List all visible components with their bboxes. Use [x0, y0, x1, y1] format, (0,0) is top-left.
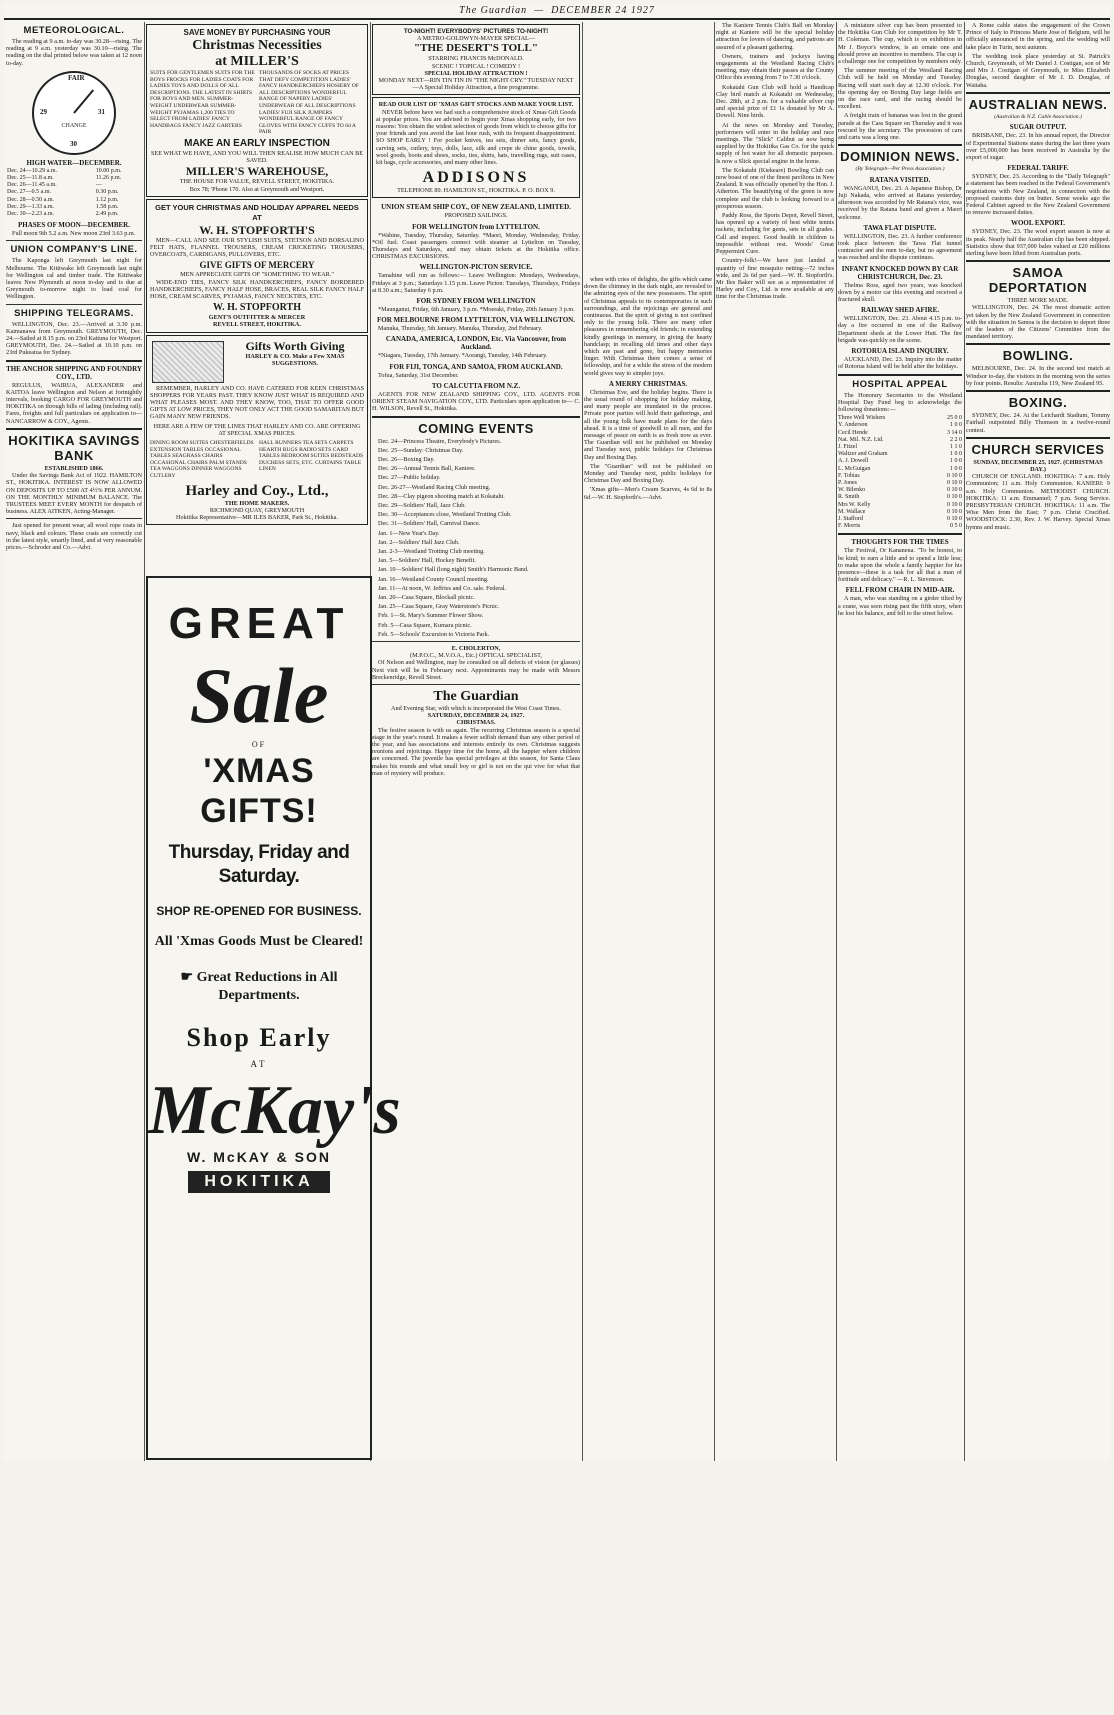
harley-header	[150, 339, 364, 385]
tide-cell: 0.30 p.m.	[95, 189, 119, 196]
millers-list-right: THOUSANDS OF SOCKS AT PRICES THAT DEFY COMPETITION LADIES' FANCY HANDKERCHIEFS HOSIERY OF ALL DESCRIPTIONS WONDERFUL RANGE OF NAPERY LADIES' UNDERWEAR OF ALL DESCRIPTIONS LADIES' FUJI SILK JUMPERS WONDERFUL RANGE OF FANCY GLOVES WITH FANCY CUFFS TO 6d A PAIR	[259, 70, 360, 136]
donor-amount: 2 2 0	[950, 436, 962, 443]
canada-heading: CANADA, AMERICA, LONDON, Etc. Via Vancouver, from Auckland.	[385, 335, 567, 352]
melbourne-text: Manuka, Thursday, 5th January. Manuka, Thursday, 2nd February.	[378, 325, 543, 333]
column-rule	[836, 22, 837, 1461]
hospital-appeal-heading: HOSPITAL APPEAL	[852, 378, 948, 390]
tide-heading: HIGH WATER—DECEMBER.	[26, 158, 122, 167]
divider	[966, 343, 1110, 345]
local-news: The summer meeting of the Westland Racing Club will be held on Monday and Tuesday. Racing will start each day at 12.30 o'clock. For the opening day on Boxing Day large fields are on the race card, and the racing should be excellent.	[838, 67, 962, 111]
event-item: Dec. 26-27—Westland Racing Club meeting.	[378, 483, 491, 491]
millers-advert	[146, 24, 368, 197]
dial-label-30: 30	[70, 139, 77, 148]
tide-cell: Dec. 26—11.45 a.m.	[7, 182, 57, 189]
column-3	[372, 22, 580, 1461]
event-item: Dec. 26—Boxing Day.	[378, 455, 435, 463]
church-text: CHURCH OF ENGLAND. HOKITIKA: 7 a.m. Holy Communion; 11 a.m. Holy Communion. KANIERI: 9 a.m. Holy Communion. METHODIST CHURCH. HOKITIKA: 11 a.m. Emmanuel; 7 p.m. Song Service. PRESBYTERIAN CHURCH. HOKITIKA: 11 a.m. The Wise Men from the East; 7 p.m. Christ Crucified. WOODSTOCK: 2.30, Rev. J. W. Harvey. Special Xmas hymns and music.	[966, 473, 1110, 531]
hospital-appeal-text: The Honorary Secretaries to the Westland Hospital Day Fund beg to acknowledge the following donations:—	[838, 391, 962, 413]
tide-cell: 10.00 p.m.	[95, 167, 122, 174]
donor-name: W. Bilenko	[838, 487, 866, 494]
ad-mckays-logo: McKay's	[148, 1072, 401, 1149]
stopforth-note: 'Xmas gifts—Men's Cream Scarves, 4s 6d to 8s 6d.—W. H. Stopforth's.—Advt.	[584, 486, 712, 501]
meteorological-heading: METEOROLOGICAL.	[23, 25, 125, 36]
addisons-head: READ OUR LIST OF 'XMAS GIFT STOCKS AND MAKE YOUR LIST.	[378, 101, 574, 109]
tide-row	[6, 197, 142, 204]
column-6	[838, 22, 962, 1461]
addisons-advert	[372, 97, 580, 198]
stopforth-advert	[146, 199, 368, 333]
event-item: Feb. 5—Schools' Excursion to Victoria Park.	[378, 630, 490, 638]
pointing-hand-icon: ☛	[180, 970, 197, 985]
donor-amount: 0 10 0	[947, 487, 962, 494]
masthead-title: The Guardian	[459, 5, 528, 16]
dial-label-29: 29	[40, 107, 47, 116]
millers-lists	[150, 70, 364, 136]
news-text: SYDNEY, Dec. 23. According to the "Daily Telegraph" a statement has been reached in the Federal Government's negotiations with New Zealand, in connection with the proposed customs duty on butter. Some weeks ago the Federal Cabinet agreed to the New Zealand Government to remove increased duties.	[966, 173, 1110, 217]
news-heading: RATANA VISITED.	[869, 175, 931, 184]
dial-label-31: 31	[98, 107, 105, 116]
melbourne-heading: FOR MELBOURNE FROM LYTTELTON, VIA WELLINGTON.	[377, 316, 575, 325]
wlg-text: *Wahine, Tuesday, Thursday, Saturday. *Maori, Monday, Wednesday, Friday. *Oil fuel. Coast passengers connect with steamer at Lyttelton on Tuesday, Thursdays and Saturdays, and may obtain tickets at the Hokitika office. CHRISTMAS EXCURSIONS.	[372, 231, 580, 261]
donor-row	[838, 494, 962, 501]
donor-name: L. McGuigan	[838, 465, 871, 472]
donor-row	[838, 523, 962, 530]
column-rule	[582, 22, 583, 1461]
donor-row	[838, 458, 962, 465]
guardian-sub: And Evening Star, with which is incorporated the West Coast Times.	[391, 704, 561, 712]
holiday-line: SPECIAL HOLIDAY ATTRACTION !	[424, 69, 528, 77]
ad-sale: Sale	[189, 652, 329, 739]
gifts-list-right: HALL RUNNERS TEA SETS CARPETS HEARTH RUGS RADIO SETS CARD TABLES BEDROOM SUITES BEDSTEADS DUCHESS SETS, ETC. CURTAINS TABLE LINEN	[259, 440, 364, 473]
tide-row	[6, 204, 142, 211]
tide-cell: 2.49 p.m.	[95, 211, 119, 218]
col3-split	[372, 200, 580, 779]
column-rule	[964, 22, 965, 1461]
dominion-news-heading: DOMINION NEWS.	[840, 149, 960, 165]
donor-amount: 0 10 0	[947, 494, 962, 501]
addisons-text: NEVER before have we had such a comprehensive stock of Xmas Gift Goods at popular prices. You are advised to begin your Xmas shopping early, for two reasons: You obtain the widest selection of goods from which to choose gifts for your friends and you avoid the last hour rush, with its frequent disappointment. SO SHOP EARLY ! For pocket knives, tea sets, dinner sets, fancy goods, carving sets, cutlery, toys, dolls, lace, silk and crepe de chine goods, towels, wool goods, boots and shoes, socks, ties, shirts, hats, travelling rugs, suit cases, kit bags, cycle accessories, and many other lines.	[376, 108, 576, 167]
divider	[372, 684, 580, 685]
divider	[838, 533, 962, 535]
local-news: A freight train of bananas was lost in the grand parade at the Cass Square on Thursday and it was rescued by the secretary. The procession of cars and carts was a long one.	[838, 112, 962, 142]
news-text: WANGANUI, Dec. 23. A Japanese Bishop, Dr Juji Nakada, who arrived at Ratana yesterday, afternoon was accorded by Mr Ratana's vice, was received by the Ratana band and given a Maori welcome.	[838, 184, 962, 221]
donor-row	[838, 516, 962, 523]
wlg-heading: FOR WELLINGTON from LYTTELTON.	[412, 222, 540, 231]
film-title: "THE DESERT'S TOLL"	[414, 42, 538, 55]
local-news: The wedding took place yesterday at St. Patrick's Church, Greymouth, of Mr Daniel J. Costigan, son of Mr and Mrs J. Costigan of Greymouth, to Miss Elizabeth Douglas, second daughter of Mr J. D. Douglas, of Waitaha.	[966, 52, 1110, 89]
event-item: Dec. 25—Sunday: Christmas Day.	[378, 446, 464, 454]
tide-cell: 1.58 p.m.	[95, 203, 119, 210]
donor-name: R. Smith	[838, 494, 860, 501]
tide-row	[6, 168, 142, 175]
bank-text: Under the Savings Bank Act of 1922. HAMILTON ST., HOKITIKA. INTEREST IS NOW ALLOWED ON DEPOSITS UP TO £500 AT 4½% PER ANNUM. ON THE MONTHLY MINIMUM BALANCE. The TRUSTEES MEET EVERY MONTH for despatch of business. ALEX AITKEN, Acting-Manager.	[6, 472, 142, 516]
christmas-title: CHRISTMAS.	[456, 719, 496, 727]
local-news: The Kaniere Tennis Club's Ball on Monday night at Kaniere will be the special holiday attraction for lovers of dancing, and patrons are assured of a pleasant gathering.	[716, 22, 834, 51]
donor-amount: 0 5 0	[950, 523, 962, 530]
harley-header-text	[226, 339, 364, 385]
fiji-text: Tofua, Saturday, 31st December.	[378, 371, 459, 379]
donor-amount: 1 0 0	[950, 451, 962, 458]
samoa-heading: SAMOA DEPORTATION	[988, 265, 1088, 296]
event-item: Dec. 30—Acceptances close, Westland Trotting Club.	[378, 511, 512, 519]
gifts-title: Gifts Worth Giving	[245, 338, 345, 353]
divider	[966, 437, 1110, 439]
thoughts-text: The Festival, Or Kananena. "To be honest, to be kind; to earn a little and to spend a little less; to make upon the whole a family happier for his presence—these is a task for all that a man of fortitude and delicacy." —R. L. Stevenson.	[838, 547, 962, 584]
sydney-heading: FOR SYDNEY FROM WELLINGTON	[416, 297, 536, 306]
donor-name: Mrs W. Kelly	[838, 501, 871, 508]
tide-cell: Dec. 30—2.23 a.m.	[7, 211, 54, 218]
tide-cell: —	[95, 182, 102, 189]
news-text: Thelma Ross, aged two years, was knocked down by a motor car this evening and received a fractured skull.	[838, 281, 962, 304]
millers-head-2: Christmas Necessities	[192, 38, 322, 53]
local-news: Country-folk!—We have just landed a quantity of fine mosquito netting—72 inches wide, and 2s 6d per yard.—W. H. Stopforth's. Mr Iles Baker will see as a representative of Harley and Coy., Ltd. is now available at any time for the Christmas trade.	[716, 257, 834, 301]
local-news: Kokatahi Gun Club will hold a Handicap Clay bird match at Kokatahi on Wednesday, Dec. 28th, at 2 p.m. for a valuable silver cup and special prize of £1 1s donated by Mr A. Dowell. Nine birds.	[716, 83, 834, 120]
donor-name: P. Jones	[838, 479, 858, 486]
donor-amount: 0 10 0	[947, 479, 962, 486]
divider	[6, 240, 142, 241]
event-item: Dec. 24—Princess Theatre, Everybody's Pictures.	[378, 437, 502, 445]
tide-cell: 11.26 p.m.	[95, 175, 122, 182]
tide-row	[6, 211, 142, 218]
bowling-heading: BOWLING.	[1002, 348, 1074, 364]
millers-inspect: MAKE AN EARLY INSPECTION	[184, 137, 330, 149]
film-star: STARRING FRANCIS McDONALD.	[428, 55, 524, 63]
donor-name: Waltzer and Graham	[838, 451, 888, 458]
news-text: SYDNEY, Dec. 23. The wool export season is now at its peak. Nearly half the Australian clip has been shipped. Statistics show that 937,000 bales valued at £20 millions sterling have been lifted from Australian ports.	[966, 228, 1110, 258]
event-item: Dec. 26—Annual Tennis Ball, Kaniere.	[378, 465, 476, 473]
local-news: A miniature silver cup has been presented to the Hokitika Gun Club for competition by Mr T. H. Coleman. The cup, which is on exhibition in Mr J. Boyce's window, is an ornate one and should prove an incentive to members. The cup is a challenge one for competition by members only.	[838, 22, 962, 66]
ad-shop-early: Shop Early	[186, 1023, 332, 1052]
boxing-text: SYDNEY, Dec. 24. At the Leichardt Stadium, Tommy Fairhall outpointed Billy Thomson in a twelve-round contest.	[966, 412, 1110, 434]
coming-events-heading: COMING EVENTS	[418, 420, 534, 436]
column-7	[966, 22, 1110, 1461]
donor-row	[838, 502, 962, 509]
bank-heading: HOKITIKA SAVINGS BANK	[8, 432, 140, 463]
fell-text: A man, who was standing on a girder tilted by a crane, was seen rising past the fifth story, when he lost his balance, and fell to the street below.	[838, 595, 962, 617]
divider	[6, 360, 142, 362]
stopforth-address: REVELL STREET, HOKITIKA.	[213, 321, 301, 329]
event-item: Dec. 29—Soldiers' Hall, Jazz Club.	[378, 501, 466, 509]
news-text: AUCKLAND, Dec. 23. Inquiry into the matter of Rotorua Island will be held after the holidays.	[838, 356, 962, 371]
news-heading: INFANT KNOCKED DOWN BY CAR CHRISTCHURCH, Dec. 23.	[841, 264, 959, 281]
event-item: Jan. 20—Casa Square, Blockall picnic.	[378, 593, 475, 601]
fell-heading: FELL FROM CHAIR IN MID-AIR.	[845, 586, 955, 595]
event-item: Jan. 1—New Year's Day.	[378, 529, 440, 537]
addisons-name: ADDISONS	[422, 169, 530, 187]
event-item: Feb. 5—Casa Square, Kumara picnic.	[378, 621, 472, 629]
local-news: At the news on Monday and Tuesday, performers will enter in the holiday and race meetings. The "Slick" Calibut as now being supplied by the Hokitika Gas Co. for the quick supply of hot water for all domestic purposes. Is now a Slick special engine in the home.	[716, 121, 834, 165]
masthead: The Guardian — DECEMBER 24 1927	[4, 4, 1110, 20]
ad-hokitika: HOKITIKA	[188, 1171, 329, 1193]
tide-cell: Dec. 29—1.33 a.m.	[7, 203, 54, 210]
event-item: Dec. 28—Clay pigeon shooting match at Kokatahi.	[378, 492, 505, 500]
millers-box: Box 78; 'Phone 170. Also at Greymouth and Westport.	[189, 185, 325, 193]
news-heading: ROTORUA ISLAND INQUIRY.	[851, 347, 949, 356]
optical-text: Of Nelson and Wellington, may be consulted on all defects of vision (or glasses) Next visit will be in February next. Appointments may be made with Messrs Breckenridge, Revell Street.	[372, 659, 580, 681]
event-item: Jan. 11—At noon, W. Jeffries and Co. sale. Federal.	[378, 584, 507, 592]
donor-name: Y. Anderson	[838, 422, 868, 429]
ad-great: GREAT	[168, 599, 350, 648]
event-item: Dec. 27—Public holiday.	[378, 474, 441, 482]
column-rule	[714, 22, 715, 1461]
donor-name: Nat. Mil. N.Z. Ltd.	[838, 436, 884, 443]
harley-rep: Hokitika Representative—MR ILES BAKER, Park St., Hokitika.	[176, 513, 338, 521]
gifts-here: HERE ARE A FEW OF THE LINES THAT HARLEY AND CO. ARE OFFERING AT SPECIAL XMAS PRICES.	[153, 422, 361, 437]
divider	[838, 144, 962, 146]
donor-row	[838, 444, 962, 451]
australian-news-heading: AUSTRALIAN NEWS.	[968, 96, 1108, 112]
ad-days: Thursday, Friday and Saturday.	[168, 842, 350, 887]
donor-row	[838, 422, 962, 429]
millers-address: THE HOUSE FOR VALUE, REVELL STREET, HOKITIKA.	[179, 178, 335, 186]
donor-row	[838, 466, 962, 473]
news-heading: TAWA FLAT DISPUTE.	[863, 223, 937, 232]
scenic-line: SCENIC ! TOPICAL ! COMEDY !	[431, 62, 521, 70]
column-4	[584, 276, 712, 1715]
divider	[6, 304, 142, 305]
guardian-date: SATURDAY, DECEMBER 24, 1927.	[427, 712, 525, 720]
moon-heading: PHASES OF MOON—DECEMBER.	[18, 221, 130, 230]
christmas-text: The festive season is with us again. The recurring Christmas season is a special stage in the year's round. It makes a fewer selfish demand than any other period of the year, and has associations and interests entirely its own. Christmas suggests reunions and rejoicings. Happy time for the home, all the happier where children are concerned. The juvenile has special privileges at this season, for Santa Claus makes his rounds and what small boy or girl is not on the qui vive for what that man of mystery will produce.	[372, 726, 580, 777]
tide-row	[6, 182, 142, 189]
ad-at: AT	[250, 1059, 268, 1069]
donor-name: A. J. Dowell	[838, 458, 869, 465]
bowling-text: MELBOURNE, Dec. 24. In the second test match at Windsor to-day, the visitors in the morning won the series by four points. Results: Australia 119, New Zealand 95.	[966, 365, 1110, 387]
coming-events-list	[372, 438, 580, 638]
local-news: A Rome cable states the engagement of the Crown Prince of Italy to Princess Marie Jose of Belgium, will be officially announced in the spring, and the wedding will take place in Turin, next autumn.	[966, 22, 1110, 51]
divider	[372, 416, 580, 418]
donor-amount: 3 14 0	[947, 429, 962, 436]
tide-cell: Dec. 25—11.8 a.m.	[7, 175, 54, 182]
tide-cell: Dec. 24—10.29 a.m.	[7, 167, 57, 174]
boxing-heading: BOXING.	[1008, 395, 1068, 411]
local-news: Paddy Ross, the Sports Depot, Revell Street, has opened up a variety of best white tennis rackets, including for gents, sets in all grades. Call and inspect. Good health in children is impossible without rest. Woods' Great Peppermint Cure.	[716, 212, 834, 256]
donor-amount: 0 10 0	[947, 472, 962, 479]
divider	[966, 260, 1110, 262]
news-text: WELLINGTON, Dec. 23. A further conference took place between the Tawa Flat tunnel contractor and the men to-day, but no agreement was reached and the dispute continues.	[838, 232, 962, 262]
ad-reductions	[148, 969, 370, 1005]
gifts-list-left: DINING ROOM SUITES CHESTERFIELDS EXTENSION TABLES OCCASIONAL TABLES SEAGRASS CHAIRS OCCASIONAL CHAIRS PALM STANDS TEA WAGGONS DINNER WAGGONS CUTLERY	[150, 440, 254, 479]
donor-amount: 0 10 0	[947, 501, 962, 508]
tide-row	[6, 189, 142, 196]
event-item: Jan. 25—Casa Square, Gray Waterstone's Picnic.	[378, 603, 500, 611]
news-text: BRISBANE, Dec. 23. In his annual report, the Director of Experimental Stations states during the last three years over £5,000,000 has been received in Australia by the export of sugar.	[966, 132, 1110, 162]
donor-amount: 1 0 0	[950, 422, 962, 429]
column-rule	[144, 22, 145, 1461]
donor-name: F. Tobias	[838, 472, 860, 479]
moon-text: Full moon 9th 5.2 a.m. New moon 23rd 3.63 p.m.	[12, 230, 136, 238]
tide-cell: Dec. 28—0.50 a.m.	[7, 196, 54, 203]
news-text: WELLINGTON, Dec. 23. About 4.15 p.m. to-day a fire occurred in one of the Railway Department sheds at the Lower Hutt. The fire brigade was quickly on the scene.	[838, 315, 962, 344]
dial-label-fair: FAIR	[68, 73, 85, 82]
monday-line: MONDAY NEXT—RIN TIN TIN IN "THE NIGHT CRY." TUESDAY NEXT—A Special Holiday Attraction, a fine programme.	[378, 77, 574, 92]
millers-head-3: at MILLER'S	[215, 54, 299, 69]
merry-christmas-text: Christmas Eve, and the holiday begins. There is the usual round of shopping for holiday making, and many people are inundated in the process. Private poor parties will hold their gatherings, and all the young folk have made plans for the days ahead. It is a time of goodwill to all men, and the message of peace on earth is as fresh now as ever. The Guardian will not be published on Monday and Tuesday next, public holidays for Christmas Day and Boxing Day.	[584, 388, 712, 461]
col3-left	[372, 200, 580, 779]
church-date: SUNDAY, DECEMBER 25, 1927. (CHRISTMAS DAY.)	[973, 458, 1103, 473]
ad-cleared: All 'Xmas Goods Must be Cleared!	[154, 934, 364, 949]
local-news: The Kokatahi (Kiekeare) Bowling Club can now boast of one of the finest pavilions in New Zealand. It was officially opened by the Hon. J. Atherton. The beautifying of the green is now complete and the club is looking forward to a prosperous season.	[716, 166, 834, 210]
harley-advert	[146, 335, 368, 526]
picton-text: Tamahine will run as follows:— Leave Wellington: Mondays, Wednesdays, Fridays at 3 p.m.; Saturdays 1.15 p.m. Leave Picton: Tuesdays, Thursdays, Fridays at 8.30 a.m.; Saturday 6 p.m.	[372, 272, 580, 294]
event-item: Feb. 1—St. Mary's Summer Flower Show.	[378, 612, 484, 620]
samoa-text: WELLINGTON, Dec. 24. The most dramatic action yet taken by the New Zealand Government in connection with the situation in Samoa is the decision to deport three of the leaders of the Citizens' Committee from the mandated territory.	[966, 304, 1110, 341]
addisons-contact: TELEPHONE 89. HAMILTON ST., HOKITIKA. P. O. BOX 9.	[397, 187, 555, 195]
masthead-date: DECEMBER 24 1927	[551, 5, 655, 16]
optical-name: E. CHOLERTON,	[451, 644, 501, 652]
union-heading: UNION COMPANY'S LINE.	[10, 244, 138, 256]
donor-name: Cecil Hende	[838, 429, 868, 436]
editorial-text: when with cries of delights, the gifts which came down the chimney in the dark night, are revealed to the admiring eyes of the new possessors. The spirit of Christmas appeals to its contemporaries in such surroundings, and the rejoicings are general and continuous. But the spirit of giving is not confined only to the young folk. There are many other pleasures in remembering old friends; in extending kindly greetings in memory, in giving the hearty handclasp; in recalling old times and other days which are past and gone, but happy memories linger. With Christmas there comes a sense of fellowship, and for a while the stress of the modern world gives way to simpler joys.	[584, 276, 712, 377]
dial-needle	[73, 89, 94, 113]
union-text: The Kaponga left Greymouth last night for Melbourne. The Kittiwake left Greymouth last night for Wellington cal and timber trade. The Kittiwake leaves New Plymouth at noon to-day and is due at Greymouth to-morrow night to load coal for Wellington.	[6, 257, 142, 301]
donor-list	[838, 415, 962, 530]
millers-sub: SEE WHAT WE HAVE, AND YOU WILL THEN REALISE HOW MUCH CAN BE SAVED.	[150, 149, 364, 165]
event-item: Jan. 10—Soldiers' Hall (long night) Smith's Harmonic Band.	[378, 566, 529, 574]
tide-row	[6, 175, 142, 182]
divider	[372, 641, 580, 642]
tide-table	[6, 168, 142, 218]
donor-row	[838, 473, 962, 480]
ad-shop-reopened: SHOP RE-OPENED FOR BUSINESS.	[156, 904, 362, 918]
column-2	[146, 22, 368, 572]
union-ss-heading: UNION STEAM SHIP COY., OF NEW ZEALAND, LIMITED.	[381, 203, 571, 212]
gifts-sub: HARLEY & CO. Make a Few XMAS SUGGESTIONS.	[245, 352, 345, 367]
donor-row	[838, 415, 962, 422]
fiji-heading: FOR FIJI, TONGA, AND SAMOA, FROM AUCKLAND.	[389, 362, 563, 371]
column-5	[716, 22, 834, 1461]
donor-amount: 0 10 0	[947, 508, 962, 515]
donor-row	[838, 451, 962, 458]
donor-amount: 1 1 0	[950, 443, 962, 450]
meteorological-text: The reading at 9 a.m. to-day was 30.28—rising. The reading at 9 a.m. yesterday was 30.10—rising. The reading on the dial printed below was taken at 12 noon to-day.	[6, 38, 142, 67]
mgm-line: A METRO-GOLDWYN-MAYER SPECIAL—	[416, 35, 536, 43]
ad-reductions-text: Great Reductions in All Departments.	[196, 970, 338, 1003]
calcutta-text: AGENTS FOR NEW ZEALAND SHIPPING COY., LTD. AGENTS FOR ORIENT STEAM NAVIGATION COY., LTD. Particulars upon application to— C. H. WILSON, Revell St., Hokitika.	[372, 390, 580, 413]
event-item: Jan. 2—Soldiers' Hall Jazz Club.	[378, 538, 460, 546]
harley-address: RICHMOND QUAY, GREYMOUTH	[209, 506, 305, 514]
donor-amount: 1 0 0	[950, 465, 962, 472]
bank-established: ESTABLISHED 1866.	[44, 464, 104, 472]
donor-row	[838, 437, 962, 444]
donor-name: M. Wallace	[838, 508, 866, 515]
sydney-text: *Maunganui, Friday, 6th January, 3 p.m. *Moeraki, Friday, 20th January 3 p.m.	[378, 306, 575, 314]
millers-warehouse: MILLER'S WAREHOUSE,	[185, 164, 329, 179]
australian-news-sub: (Australian & N.Z. Cable Association.)	[994, 113, 1082, 120]
stopforth-give-sub: MEN APPRECIATE GIFTS OF "SOMETHING TO WEAR."	[180, 271, 334, 279]
divider	[6, 518, 142, 519]
event-item: Dec. 31—Soldiers' Hall, Carnival Dance.	[378, 520, 481, 528]
pictures-advert	[372, 24, 580, 95]
stopforth-head-2: W. H. STOPFORTH'S	[199, 222, 315, 237]
ad-of: OF	[251, 740, 267, 749]
harley-tag: THE HOME MAKERS.	[224, 499, 290, 507]
ad-xmas-gifts: 'XMAS GIFTS!	[200, 752, 318, 830]
gifts-text: REMEMBER, HARLEY AND CO. HAVE CATERED FOR KEEN CHRISTMAS SHOPPERS FOR YEARS PAST. THEY KNOW JUST WHAT IS REQUIRED AND WHAT PLEASES MOST. AND THEY KNOW, TOO, THAT TO OFFER GOOD GIFTS AT LOW PRICES, THEY NOT ONLY ACT THE GOOD SAMARITAN BUT GAIN MANY NEW FRIENDS.	[150, 384, 364, 421]
event-item: Jan. 2-3—Westland Trotting Club meeting.	[378, 547, 485, 555]
donor-row	[838, 487, 962, 494]
shipping-text: WELLINGTON, Dec. 23.—Arrived at 3.30 p.m. Kaimanawa from Greymouth. GREYMOUTH, Dec. 24.—Sailed at 8.15 p.m. on 23rd Kaituna for Westport. GREYMOUTH, Dec. 24.—Sailed at 10.10 p.m. on 23rd Pukeatua for Sydney.	[6, 320, 142, 357]
harley-name: Harley and Coy., Ltd.,	[185, 482, 329, 499]
news-heading: WOOL EXPORT.	[1010, 219, 1066, 228]
divider	[966, 92, 1110, 94]
millers-head-1: SAVE MONEY BY PURCHASING YOUR	[183, 28, 331, 37]
event-item: Jan. 5—Soldiers' Hall, Hockey Benefit.	[378, 557, 476, 565]
donor-row	[838, 509, 962, 516]
chair-illustration-icon	[152, 341, 224, 383]
stopforth-tag: GENT'S OUTFITTER & MERCER	[208, 314, 306, 322]
newspaper-page	[4, 4, 1110, 1461]
divider	[838, 374, 962, 376]
stopforth-give: GIVE GIFTS OF MERCERY	[199, 260, 315, 271]
divider	[6, 428, 142, 430]
column-1	[6, 22, 142, 1461]
barometer-dial	[32, 71, 116, 155]
anchor-heading: THE ANCHOR SHIPPING AND FOUNDRY COY., LTD.	[6, 364, 142, 381]
stopforth-name: W. H. STOPFORTH	[212, 302, 301, 314]
event-item: Jan. 16—Westland County Council meeting.	[378, 575, 489, 583]
donor-row	[838, 480, 962, 487]
dominion-news-sub: (By Telegraph—Per Press Association.)	[855, 166, 945, 173]
donor-amount: 1 0 0	[950, 458, 962, 465]
news-heading: FEDERAL TARIFF.	[1007, 164, 1069, 173]
dial-label-change: CHANGE	[61, 122, 87, 129]
donor-name: J. Fitzel	[838, 443, 857, 450]
tide-cell: 1.12 p.m.	[95, 196, 119, 203]
gifts-lists	[150, 440, 364, 480]
stopforth-head-1: GET YOUR CHRISTMAS AND HOLIDAY APPAREL NEEDS AT	[155, 202, 359, 222]
mckays-sale-advert	[146, 576, 401, 1460]
calcutta-heading: TO CALCUTTA FROM N.Z.	[431, 381, 521, 390]
donor-name: F. Morris	[838, 523, 861, 530]
divider	[966, 390, 1110, 392]
millers-list-left: SUITS FOR GENTLEMEN SUITS FOR THE BOYS FROCKS FOR LADIES COATS FOR LADIES TOYS AND DOLLS OF ALL DESCRIPTIONS. THE LATEST IN SHIRTS FOR BOYS AND MEN. SUMMER-WEIGHT UNDERWEAR SUMMER-WEIGHT PYJAMAS 1,200 TIES TO SELECT FROM LADIES' FANCY HANDBAGS FANCY JAZZ GARTERS	[150, 70, 255, 129]
news-heading: SUGAR OUTPUT.	[1009, 123, 1067, 132]
union-ss-sub: PROPOSED SAILINGS.	[444, 212, 508, 220]
guardian-note: The "Guardian" will not be published on Monday and Tuesday next, public holidays for Christmas Day and Boxing Day.	[584, 462, 712, 485]
merry-christmas-heading: A MERRY CHRISTMAS.	[608, 379, 688, 388]
picton-heading: WELLINGTON-PICTON SERVICE.	[419, 263, 533, 272]
news-heading: RAILWAY SHED AFIRE.	[861, 306, 939, 315]
donor-amount: 0 10 0	[947, 515, 962, 522]
canada-text: *Niagara, Tuesday, 17th January. *Aorangi, Tuesday, 14th February.	[378, 352, 548, 360]
ad-mckay-son: W. McKAY & SON	[187, 1149, 331, 1165]
tide-cell: Dec. 27—0.5 a.m.	[7, 189, 51, 196]
donor-row	[838, 430, 962, 437]
donor-name: Three Well Wishers	[838, 415, 886, 422]
donor-name: J. Stafford	[838, 515, 863, 522]
samoa-sub: THREE MORE MADE.	[1007, 297, 1069, 305]
donor-amount: 25 0 0	[947, 415, 962, 422]
anchor-text: REGULUS, WAIRUA, ALEXANDER and KAITOA leave Wellington and Nelson at fortnightly intervals, booking CARGO FOR GREYMOUTH and HOKITIKA on through bills of lading (including rail). Fares, freights and full particulars on application to— NANCARROW & COY., Agents.	[6, 381, 142, 425]
stopforth-text-2: WIDE-END TIES, FANCY SILK HANDKERCHIEFS, FANCY BORDERED HANDKERCHIEFS, FANCY HALF HOSE, BRACES, REAL SILK FANCY HALF HOSE, CREAM SCARVES, PYJAMAS, FANCY NECKTIES, ETC.	[150, 278, 364, 300]
optical-sub: (M.P.O.C., M.V.O.A., Etc.) OPTICAL SPECIALIST,	[410, 652, 542, 660]
guardian-title: The Guardian	[433, 688, 519, 704]
advert-text: Just opened for present wear, all wool rope coats in navy, black and colours. These coats are correctly cut in the latest style, smartly lined, and at very reasonable prices.—Schroder and Co.—Advt.	[6, 522, 142, 551]
church-services-heading: CHURCH SERVICES	[971, 441, 1105, 457]
tonight-banner: TO-NIGHT! EVERYBODYS' PICTURES TO-NIGHT!	[403, 28, 549, 35]
thoughts-heading: THOUGHTS FOR THE TIMES	[851, 538, 949, 547]
shipping-heading: SHIPPING TELEGRAMS.	[14, 307, 134, 319]
stopforth-text: MEN—CALL AND SEE OUR STYLISH SUITS, STETSON AND BORSALINO FELT HATS, FLANNEL TROUSERS, CREAM CRICKETING TROUSERS, OVERCOATS, CARDIGANS, PULLOVERS, ETC.	[150, 236, 364, 259]
local-news: Owners, trainers and jockeys having engagements at the Westland Racing Club's meeting, may obtain their passes at the County Office this evening from 7 to 7.30 o'clock.	[716, 52, 834, 82]
